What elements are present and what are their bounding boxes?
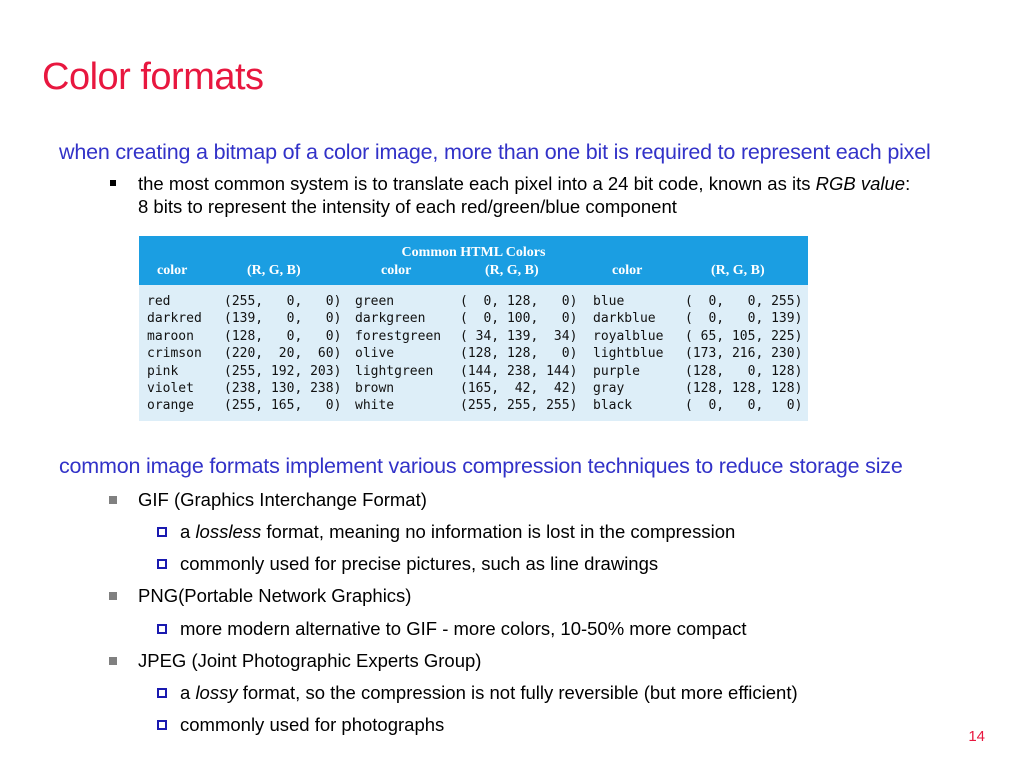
table-cell: pink xyxy=(147,363,179,379)
lossy-term: lossy xyxy=(195,682,238,703)
table-cell: (255, 192, 203) xyxy=(224,363,342,379)
bullet-hollow-square-icon xyxy=(157,720,167,730)
bullet-square-icon xyxy=(109,657,117,665)
table-cell: (220, 20, 60) xyxy=(224,346,342,362)
table-cell: (255, 165, 0) xyxy=(224,398,342,414)
bullet-hollow-square-icon xyxy=(157,688,167,698)
bullet-hollow-square-icon xyxy=(157,624,167,634)
lossless-term: lossless xyxy=(195,521,262,542)
table-cell: ( 0, 0, 255) xyxy=(685,294,803,309)
table-cell: blue xyxy=(593,294,625,309)
table-cell: ( 0, 0, 139) xyxy=(685,311,803,327)
rgb-values-col1 xyxy=(224,293,341,415)
color-names-col3 xyxy=(593,293,663,415)
rgb-bullet-line1 xyxy=(138,173,910,195)
jpeg-sub1-pre: a xyxy=(180,682,196,703)
table-cell: black xyxy=(593,398,633,414)
gif-sub-lossless xyxy=(180,521,735,543)
table-caption: Common HTML Colors xyxy=(401,245,546,260)
table-cell: orange xyxy=(147,398,194,414)
table-cell: violet xyxy=(147,381,194,397)
table-header xyxy=(139,236,808,285)
table-cell: (165, 42, 42) xyxy=(460,381,578,397)
section2-heading: common image formats implement various compression techniques to reduce storage size xyxy=(59,454,903,478)
jpeg-sub-usage: commonly used for photographs xyxy=(180,714,445,735)
table-cell: white xyxy=(355,398,395,414)
color-names-col2 xyxy=(355,293,441,415)
table-cell: (128, 128, 0) xyxy=(460,346,578,362)
table-cell: gray xyxy=(593,381,625,397)
table-cell: ( 0, 100, 0) xyxy=(460,311,578,327)
bullet-hollow-square-icon xyxy=(157,527,167,537)
table-cell: (238, 130, 238) xyxy=(224,381,342,397)
color-names-col1 xyxy=(147,293,202,415)
table-cell: (144, 238, 144) xyxy=(460,363,578,379)
table-cell: brown xyxy=(355,381,395,397)
bullet-square-icon xyxy=(109,592,117,600)
table-cell: darkblue xyxy=(593,311,656,327)
table-cell: darkred xyxy=(147,311,202,327)
table-cell: (128, 0, 0) xyxy=(224,328,342,344)
bullet-square-icon xyxy=(110,180,116,186)
gif-sub1-pre: a xyxy=(180,521,196,542)
rgb-value-term: RGB value xyxy=(815,173,906,194)
page-number: 14 xyxy=(968,728,985,745)
rgb-bullet-text: the most common system is to translate each pixel into a 24 bit code, known as its xyxy=(138,173,816,194)
header-rgb-3: (R, G, B) xyxy=(711,263,765,278)
table-cell: darkgreen xyxy=(355,311,426,327)
gif-item: GIF (Graphics Interchange Format) xyxy=(138,489,427,510)
table-cell: maroon xyxy=(147,328,194,344)
html-colors-table xyxy=(139,236,808,421)
gif-sub1-post: format, meaning no information is lost in the compression xyxy=(261,521,736,542)
table-cell: ( 0, 128, 0) xyxy=(460,294,578,309)
table-cell: (173, 216, 230) xyxy=(685,346,803,362)
header-color-2: color xyxy=(381,263,412,278)
table-cell: olive xyxy=(355,346,395,362)
bullet-square-icon xyxy=(109,496,117,504)
header-rgb-2: (R, G, B) xyxy=(485,263,539,278)
table-cell: (255, 255, 255) xyxy=(460,398,578,414)
table-cell: ( 34, 139, 34) xyxy=(460,328,578,344)
table-cell: purple xyxy=(593,363,640,379)
table-cell: lightblue xyxy=(593,346,664,362)
table-cell: ( 0, 0, 0) xyxy=(685,398,803,414)
table-cell: (128, 128, 128) xyxy=(685,381,803,397)
header-color-3: color xyxy=(612,263,643,278)
table-cell: lightgreen xyxy=(355,363,434,379)
png-sub-alternative: more modern alternative to GIF - more colors, 10-50% more compact xyxy=(180,618,747,639)
slide-title: Color formats xyxy=(42,56,264,98)
table-cell: red xyxy=(147,294,171,309)
table-cell: crimson xyxy=(147,346,202,362)
rgb-bullet-line2: 8 bits to represent the intensity of each red/green/blue component xyxy=(138,196,677,217)
table-cell: (255, 0, 0) xyxy=(224,294,342,309)
table-cell: green xyxy=(355,294,395,309)
table-cell: forestgreen xyxy=(355,328,442,344)
section1-heading: when creating a bitmap of a color image, more than one bit is required to represent each pixel xyxy=(59,140,931,164)
jpeg-sub1-post: format, so the compression is not fully reversible (but more efficient) xyxy=(237,682,798,703)
header-color-1: color xyxy=(157,263,188,278)
rgb-bullet-colon: : xyxy=(905,173,911,194)
table-cell: (128, 0, 128) xyxy=(685,363,803,379)
header-rgb-1: (R, G, B) xyxy=(247,263,301,278)
png-item: PNG(Portable Network Graphics) xyxy=(138,585,412,606)
table-cell: ( 65, 105, 225) xyxy=(685,328,803,344)
bullet-hollow-square-icon xyxy=(157,559,167,569)
rgb-values-col3 xyxy=(685,293,802,415)
jpeg-item: JPEG (Joint Photographic Experts Group) xyxy=(138,650,482,671)
rgb-values-col2 xyxy=(460,293,577,415)
table-cell: royalblue xyxy=(593,328,664,344)
jpeg-sub-lossy xyxy=(180,682,798,704)
gif-sub-usage: commonly used for precise pictures, such as line drawings xyxy=(180,553,659,574)
table-cell: (139, 0, 0) xyxy=(224,311,342,327)
